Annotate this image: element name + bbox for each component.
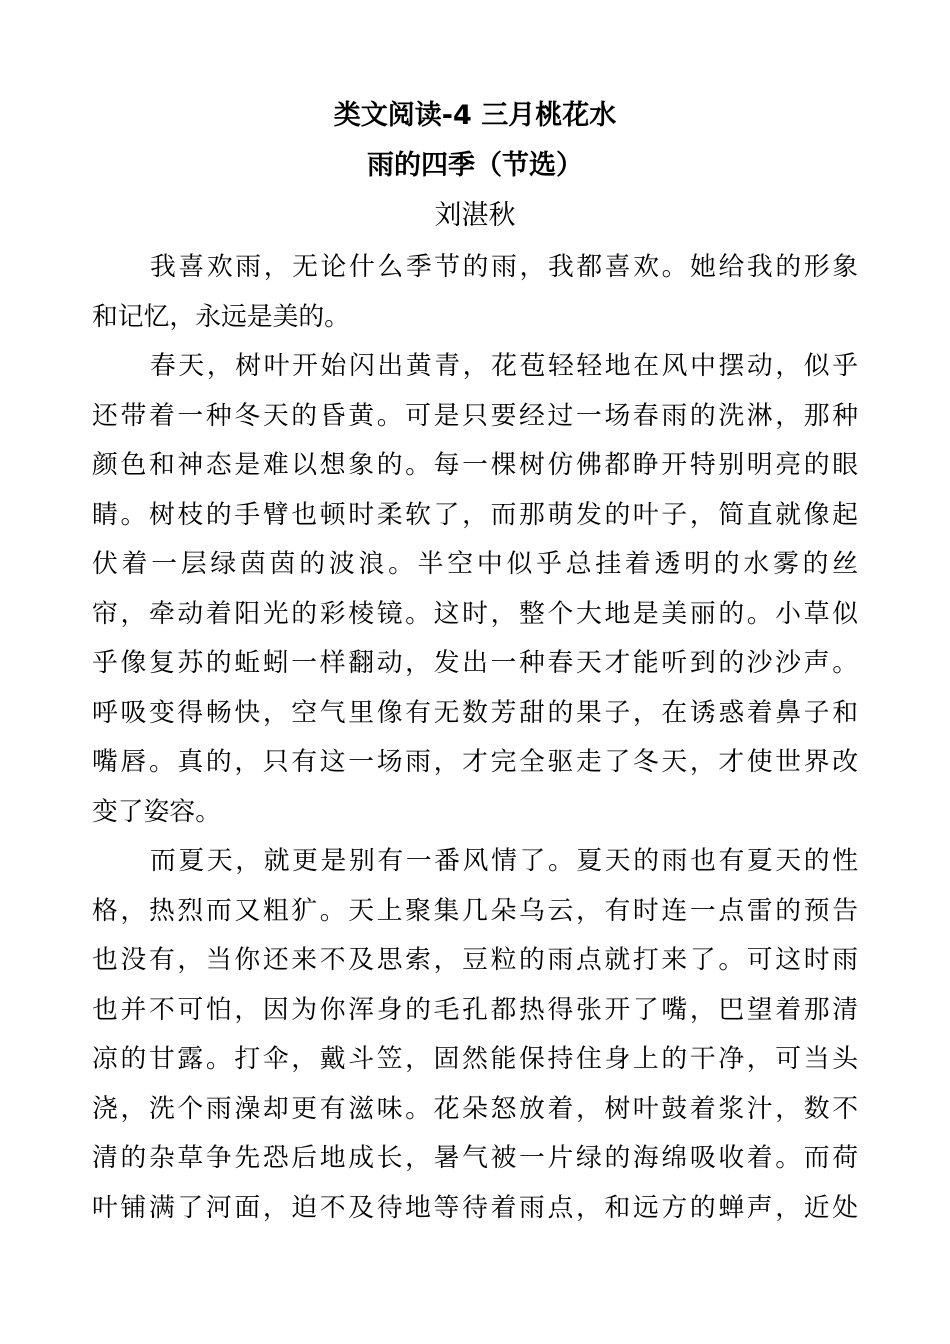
document-subtitle: 雨的四季（节选） xyxy=(367,150,583,181)
text-line: 嘴唇。真的，只有这一场雨，才完全驱走了冬天，才使世界改 xyxy=(92,747,858,777)
text-line: 还带着一种冬天的昏黄。可是只要经过一场春雨的洗淋，那种 xyxy=(92,400,858,431)
text-line: 春天，树叶开始闪出黄青，花苞轻轻地在风中摆动，似乎 xyxy=(150,351,858,381)
text-line: 我喜欢雨，无论什么季节的雨，我都喜欢。她给我的形象 xyxy=(150,252,858,282)
text-line: 也并不可怕，因为你浑身的毛孔都热得张开了嘴，巴望着那清 xyxy=(92,994,858,1025)
text-line: 和记忆，永远是美的。 xyxy=(92,301,350,332)
document-title: 类文阅读-4 三月桃花水 xyxy=(333,100,617,131)
text-line: 叶铺满了河面，迫不及待地等待着雨点，和远方的蝉声，近处 xyxy=(92,1192,858,1223)
article-body xyxy=(92,243,858,1233)
text-line: 凉的甘露。打伞，戴斗笠，固然能保持住身上的干净，可当头 xyxy=(92,1044,858,1074)
text-line: 浇，洗个雨澡却更有滋味。花朵怒放着，树叶鼓着浆汁，数不 xyxy=(92,1093,858,1124)
text-line: 也没有，当你还来不及思索，豆粒的雨点就打来了。可这时雨 xyxy=(92,945,858,975)
text-line: 格，热烈而又粗犷。天上聚集几朵乌云，有时连一点雷的预告 xyxy=(92,895,858,926)
text-line: 乎像复苏的蚯蚓一样翻动，发出一种春天才能听到的沙沙声。 xyxy=(92,648,858,678)
author-name: 刘湛秋 xyxy=(434,200,516,231)
text-line: 帘，牵动着阳光的彩棱镜。这时，整个大地是美丽的。小草似 xyxy=(92,598,858,629)
text-line: 而夏天，就更是别有一番风情了。夏天的雨也有夏天的性 xyxy=(150,846,858,876)
text-line: 呼吸变得畅快，空气里像有无数芳甜的果子，在诱惑着鼻子和 xyxy=(92,697,858,728)
text-line: 清的杂草争先恐后地成长，暑气被一片绿的海绵吸收着。而荷 xyxy=(92,1143,858,1173)
text-line: 睛。树枝的手臂也顿时柔软了，而那萌发的叶子，简直就像起 xyxy=(92,499,858,530)
text-line: 颜色和神态是难以想象的。每一棵树仿佛都睁开特别明亮的眼 xyxy=(92,450,858,480)
text-line: 变了姿容。 xyxy=(92,796,221,827)
text-line: 伏着一层绿茵茵的波浪。半空中似乎总挂着透明的水雾的丝 xyxy=(92,549,858,579)
